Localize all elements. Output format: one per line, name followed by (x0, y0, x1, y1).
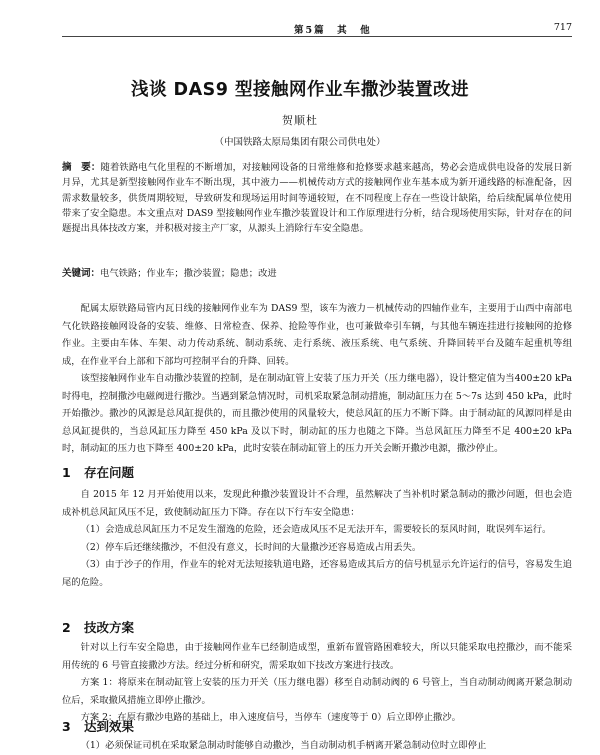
section-number: 3 (62, 719, 71, 734)
paragraph: 该型接触网作业车自动撒沙装置的控制，是在制动缸管上安装了压力开关（压力继电器），设计整定值为当400±20 kPa 时得电，控制撒沙电磁阀进行撒沙。当遇到紧急情况时，司机采取紧急制动措施，制动缸压力在 5～7s 达到 450 kPa，此时开始撒沙。撒沙的风源是总风缸提供的，而且撒沙使用的风量较大，使总风缸的压力不断下降。由于制动缸的风源同样是由总风缸提供的，当总风缸压力降至 450 kPa 及以下时，制动缸的压力也随之下降。当总风缸压力降至不足 400±20 kPa 时，制动缸的压力也下降至 400±20 kPa，此时安装在制动缸管上的压力开关会断开撒沙电源，撒沙停止。 (62, 373, 572, 454)
section-title: 技改方案 (84, 620, 135, 635)
section-heading-1 (62, 463, 134, 481)
section-title: 存在问题 (84, 465, 135, 480)
affiliation: （中国铁路太原局集团有限公司供电处） (214, 137, 386, 148)
abstract (62, 160, 572, 236)
paragraph: （3）由于沙子的作用，作业车的轮对无法短接轨道电路，还容易造成其后方的信号机显示允许运行的信号，容易发生追尾的危险。 (62, 559, 572, 588)
paragraph: 方案 2：在原有撒沙电路的基础上，串入速度信号，当停车（速度等于 0）后立即停止撒沙。 (80, 712, 461, 723)
paper-title: 浅谈 DAS9 型接触网作业车撒沙装置改进 (130, 80, 470, 100)
paragraph: （2）停车后还继续撒沙，不但没有意义，长时间的大量撒沙还容易造成占用丢失。 (80, 541, 422, 553)
section-3-text (62, 737, 572, 755)
abstract-text: 随着铁路电气化里程的不断增加，对接触网设备的日常维修和抢修要求越来越高，势必会造成供电设备的发展日新月异，尤其是新型接触网作业车不断出现，其中液力——机械传动方式的接触网作业车基本成为新开通线路的标准配备，因需求数量较多，供货周期较短，导致研发和现场运用时间等通较短，在不同程度上存在一些设计缺陷，给后续配属单位使用带来了安全隐患。本文重点对 DAS9 型接触网作业车撒沙装置设计和工作原理进行分析，结合现场使用实际，针对存在的问题提出具体技改方案，并积极对接主产厂家，从源头上消除行车安全隐患。 (62, 162, 572, 235)
paragraph: 配属太原铁路局管内瓦日线的接触网作业车为 DAS9 型，该车为液力－机械传动的四轴作业车，主要用于山西中南部电气化铁路接触网设备的安装、维修、日常检查、保养、抢险等作业，也可兼做牵引车辆，与其他车辆连挂进行接触网的抢修作业。主要由车体、车架、动力传动系统、制动系统、走行系统、液压系统、电气系统、升降回转平台及随车起重机等组成，在作业平台上部和下部均可控制平台的升降、回转。 (62, 303, 572, 367)
section-title: 达到效果 (84, 719, 135, 734)
paragraph: 自 2015 年 12 月开始使用以来，发现此种撒沙装置设计不合理，虽然解决了当补机时紧急制动的撒沙问题，但也会造成补机总风缸风压不足，致使制动缸压力下降。存在以下行车安全隐患： (62, 489, 572, 518)
section-1-text (62, 486, 572, 591)
paragraph: （1）会造成总风缸压力不足发生溜逸的危险，还会造成风压不足无法开车，需要较长的泵风时间，耽误列车运行。 (80, 524, 552, 535)
keywords-text: 电气铁路；作业车；撒沙装置；隐患；改进 (100, 268, 277, 279)
page-header (62, 22, 572, 37)
section-2-text (62, 639, 572, 727)
section-heading-2 (62, 618, 134, 636)
journal-section: 第5篇 其 他 (294, 25, 372, 36)
paragraph: 方案 1：将原来在制动缸管上安装的压力开关（压力继电器）移至自动制动阀的 6 号管上，当自动制动阀离开紧急制动位后，采取撤风措施立即停止撒沙。 (62, 677, 572, 706)
paragraph: （1）必须保证司机在采取紧急制动时能够自动撒沙，当自动制动机手柄离开紧急制动位时立即停止 (80, 740, 487, 751)
page-number: 717 (553, 22, 572, 33)
intro-text (62, 300, 572, 458)
abstract-label: 摘 要： (62, 162, 101, 173)
section-number: 2 (62, 620, 71, 635)
author: 贺顺杜 (282, 114, 318, 127)
section-heading-3 (62, 717, 134, 735)
keywords-label: 关键词： (62, 268, 101, 279)
paragraph: 针对以上行车安全隐患，由于接触网作业车已经制造成型，重新布置管路困难较大，所以只能采取电控撒沙，而不能采用传统的 6 号管直接撒沙方法。经过分析和研究，需采取如下技改方案进行技改。 (62, 642, 572, 671)
section-number: 1 (62, 465, 71, 480)
keywords (62, 266, 572, 281)
